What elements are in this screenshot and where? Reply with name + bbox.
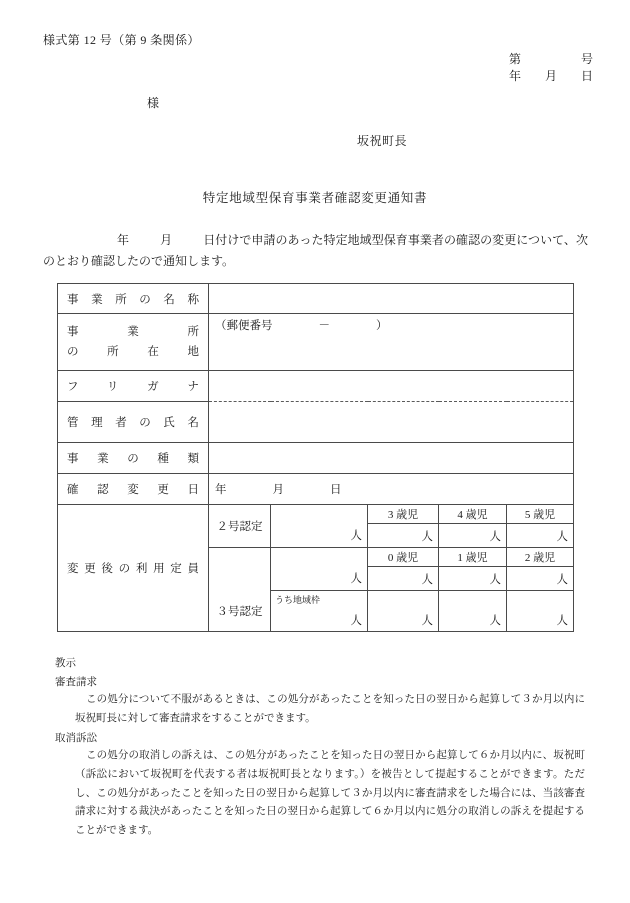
unit-person: 人 [489, 573, 501, 586]
unit-person: 人 [421, 530, 433, 543]
age-group-1: 1 歳児 [439, 548, 507, 567]
capacity-type2-age3[interactable] [368, 524, 439, 548]
form-number: 様式第 12 号（第 9 条関係） [43, 33, 200, 47]
office-address-label-line1: 事業所 [67, 325, 199, 338]
table-row-capacity-type2-header [58, 505, 574, 524]
office-name-value[interactable] [209, 284, 574, 314]
age-group-0: 0 歳児 [368, 548, 439, 567]
local-quota-total[interactable] [271, 608, 368, 632]
table-row-change-date [58, 474, 574, 505]
business-type-value[interactable] [209, 443, 574, 474]
capacity-type2-age4[interactable] [439, 524, 507, 548]
office-address-value[interactable] [209, 314, 574, 371]
addressee-suffix: 様 [147, 96, 160, 110]
office-address-label [58, 314, 209, 371]
form-table [57, 283, 574, 632]
furigana-value[interactable] [209, 371, 574, 402]
local-quota-age0[interactable] [368, 608, 439, 632]
issuer-name: 坂祝町長 [357, 134, 408, 148]
local-quota-label: うち地域枠 [271, 591, 368, 609]
manager-name-value[interactable] [209, 402, 574, 443]
age-group-5: 5 歳児 [507, 505, 574, 524]
manager-name-label: 管理者の氏名 [58, 402, 209, 443]
certification-type-3-label [209, 548, 271, 591]
notice-section1-body: この処分について不服があるときは、この処分があったことを知った日の翌日から起算して３か月以内に坂祝町長に対して審査請求をすることができます。 [75, 694, 585, 724]
capacity-type3-age2[interactable] [507, 567, 574, 591]
business-type-label: 事業の種類 [58, 443, 209, 474]
unit-person: 人 [556, 614, 569, 627]
local-quota-age2[interactable] [507, 608, 574, 632]
document-number-line: 第 号 [508, 52, 593, 66]
table-row-manager-name [58, 402, 574, 443]
unit-person: 人 [489, 614, 501, 627]
document-date-line: 年 月 日 [508, 69, 593, 84]
age-group-3: 3 歳児 [368, 505, 439, 524]
unit-person: 人 [421, 573, 433, 586]
capacity-type3-total-spacer [271, 548, 368, 567]
capacity-type3-age0[interactable] [368, 567, 439, 591]
notice-section1-title: 審査請求 [55, 677, 97, 688]
capacity-type2-age5[interactable] [507, 524, 574, 548]
unit-person: 人 [350, 573, 362, 586]
notice-heading: 教示 [55, 658, 76, 669]
local-quota-age1[interactable] [439, 608, 507, 632]
table-row-office-name [58, 284, 574, 314]
change-date-value[interactable]: 年 月 日 [209, 474, 574, 505]
intro-rest: 日付けで申請のあった特定地域型保育事業者の確認の変更について、次のとおり確認したので通知します。 [43, 233, 588, 268]
notice-section [55, 655, 585, 841]
furigana-label: フリガナ [58, 371, 209, 402]
intro-paragraph [43, 230, 588, 272]
unit-person: 人 [421, 614, 433, 627]
page-title: 特定地域型保育事業者確認変更通知書 [202, 191, 428, 205]
table-row-office-address [58, 314, 574, 371]
notice-section2-title: 取消訴訟 [55, 733, 97, 745]
document-meta [509, 51, 593, 86]
change-date-label: 確認変更日 [58, 474, 209, 505]
capacity-type3-total[interactable] [271, 567, 368, 591]
age-group-2: 2 歳児 [507, 548, 574, 567]
local-quota-age1-spacer [439, 591, 507, 609]
office-address-label-line2: の所在地 [67, 346, 199, 358]
unit-person: 人 [556, 573, 569, 586]
unit-person: 人 [556, 530, 569, 543]
postal-code-placeholder: （郵便番号 － ） [215, 320, 388, 332]
capacity-type2-total[interactable] [271, 524, 368, 548]
certification-type-3-label-cont: ３号認定 [209, 591, 271, 632]
office-name-label: 事業所の名称 [58, 284, 209, 314]
age-group-4: 4 歳児 [439, 505, 507, 524]
unit-person: 人 [489, 530, 501, 543]
certification-type-2-label: ２号認定 [209, 505, 271, 548]
capacity-label: 変更後の利用定員 [58, 505, 209, 632]
table-row-business-type [58, 443, 574, 474]
notice-section2-body: この処分の取消しの訴えは、この処分があったことを知った日の翌日から起算して６か月以内に、坂祝町（訴訟において坂祝町を代表する者は坂祝町長となります。）を被告として提起することができます。ただし、この処分があったことを知った日の翌日から起算して３か月以内に審査請求をした場合には、当該審査請求に対する裁決があったことを知った日の翌日から起算して６か月以内に処分の取消しの訴えを提起することができます。 [75, 750, 585, 837]
local-quota-age0-spacer [368, 591, 439, 609]
table-row-furigana [58, 371, 574, 402]
capacity-type2-total-spacer [271, 505, 368, 524]
local-quota-age2-spacer [507, 591, 574, 609]
unit-person: 人 [350, 530, 362, 543]
intro-month: 月 [160, 233, 173, 247]
intro-year: 年 [117, 233, 130, 247]
capacity-type3-age1[interactable] [439, 567, 507, 591]
unit-person: 人 [350, 614, 362, 627]
